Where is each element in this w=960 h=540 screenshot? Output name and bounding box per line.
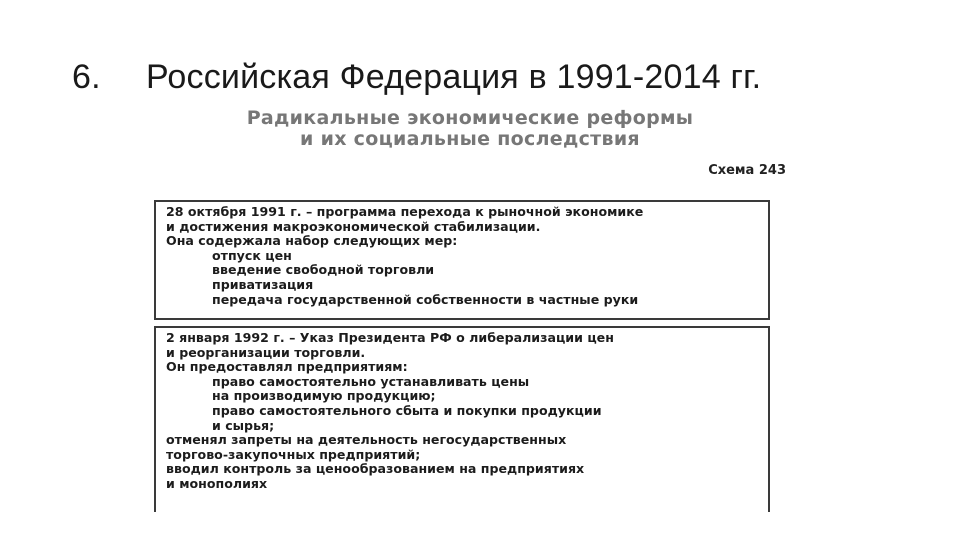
box2-item-3: право самостоятельного сбыта и покупки продукции	[212, 402, 602, 418]
box1-item-1: отпуск цен	[212, 247, 292, 263]
scheme-box-january-1992	[154, 326, 770, 512]
slide-number: 6.	[72, 58, 101, 96]
box1-line-2: и достижения макроэкономической стабилизации.	[166, 218, 541, 234]
box2-item-4: и сырья;	[212, 417, 275, 433]
box2-line-2: и реорганизации торговли.	[166, 344, 366, 360]
box2-line-3: Он предоставлял предприятиям:	[166, 359, 408, 375]
box1-line-1: 28 октября 1991 г. – программа перехода к рыночной экономике	[166, 204, 644, 219]
slide-title	[72, 58, 761, 97]
box2-tail-4: и монополиях	[166, 475, 268, 491]
box2-tail-2: торгово-закупочных предприятий;	[166, 446, 421, 462]
box2-item-1: право самостоятельно устанавливать цены	[212, 373, 530, 389]
scheme-heading-line-1: Радикальные экономические реформы	[246, 107, 694, 129]
box1-item-2: введение свободной торговли	[212, 262, 435, 278]
box2-item-2: на производимую продукцию;	[212, 388, 436, 404]
box1-line-3: Она содержала набор следующих мер:	[166, 233, 458, 249]
slide-title-text: Российская Федерация в 1991-2014 гг.	[146, 58, 762, 96]
box2-tail-3: вводил контроль за ценообразованием на предприятиях	[166, 461, 585, 477]
box2-line-1: 2 января 1992 г. – Указ Президента РФ о либерализации цен	[166, 330, 614, 345]
box1-item-4: передача государственной собственности в частные руки	[212, 291, 639, 307]
scheme-label: Схема 243	[708, 163, 786, 178]
box1-item-3: приватизация	[212, 276, 314, 292]
scheme-box-october-1991	[154, 200, 770, 320]
scheme-heading	[200, 108, 740, 150]
scanned-scheme-image	[150, 108, 790, 512]
box2-tail-1: отменял запреты на деятельность негосударственных	[166, 432, 567, 448]
scheme-heading-line-2: и их социальные последствия	[300, 128, 640, 150]
